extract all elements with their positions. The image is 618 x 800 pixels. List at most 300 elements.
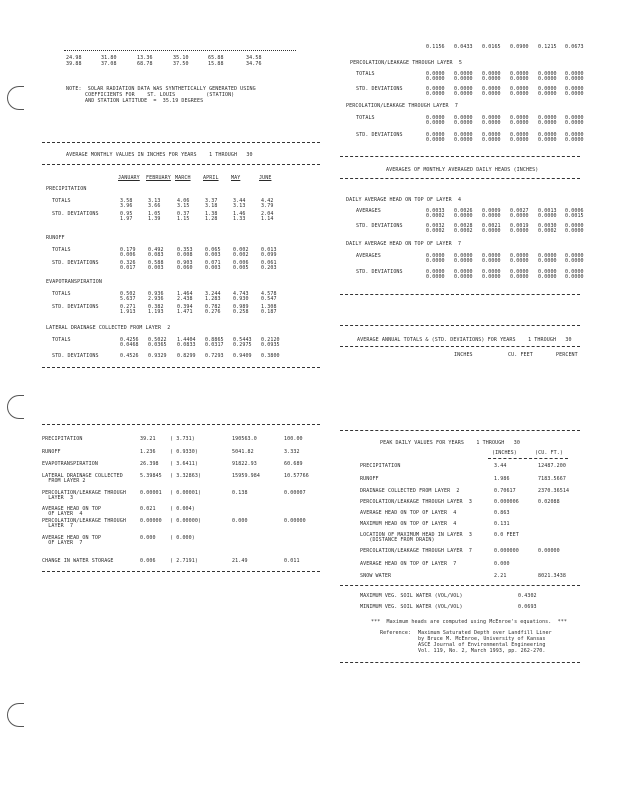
- reference-line-3: ASCE Journal of Environmental Engineering: [418, 642, 546, 648]
- value-cell: 0.0365: [148, 342, 167, 348]
- peak-cufeet: 2370.36514: [538, 488, 570, 494]
- std-label: STD. DEVIATIONS: [52, 353, 99, 359]
- peak-inches: 0.0 FEET: [494, 532, 519, 538]
- head-layer4-title: DAILY AVERAGE HEAD ON TOP OF LAYER 4: [346, 197, 462, 203]
- value-cell: 0.0000: [510, 253, 529, 259]
- annual-inches: 39.21: [140, 436, 156, 442]
- value-cell: 0.0000: [482, 120, 501, 126]
- value-cell: 0.0000: [538, 258, 557, 264]
- value-cell: 0.0000: [565, 120, 584, 126]
- value-cell: 0.0021: [482, 223, 501, 229]
- value-cell: 0.0019: [510, 223, 529, 229]
- section-divider-r3: [340, 325, 580, 326]
- annual-percent: 100.00: [284, 436, 303, 442]
- value-cell: 24.98: [66, 55, 82, 61]
- value-cell: 0.006: [233, 260, 249, 266]
- value-cell: 0.0027: [510, 208, 529, 214]
- value-cell: 0.0000: [454, 274, 473, 280]
- perc-layer7-std-label: STD. DEVIATIONS: [356, 132, 403, 138]
- peak-row-label: MAXIMUM HEAD ON TOP OF LAYER 4: [360, 521, 457, 527]
- value-cell: 0.0032: [426, 223, 445, 229]
- value-cell: 0.003: [205, 252, 221, 258]
- value-cell: 4.743: [233, 291, 249, 297]
- annual-percent: 10.57766: [284, 473, 309, 479]
- value-cell: 0.9409: [233, 353, 252, 359]
- annual-std: ( 3.32863): [170, 473, 202, 479]
- reference-line-4: Vol. 119, No. 2, March 1993, pp. 262-270.: [418, 648, 546, 654]
- value-cell: 0.0026: [454, 208, 473, 214]
- value-cell: 1.28: [205, 216, 218, 222]
- value-cell: 0.0833: [177, 342, 196, 348]
- section-divider-r2: [340, 294, 580, 295]
- annual-row-label: AVERAGE HEAD ON TOP OF LAYER 4: [42, 506, 102, 517]
- annual-std: ( 0.00000): [170, 518, 202, 524]
- peak-row-label: DRAINAGE COLLECTED FROM LAYER 2: [360, 488, 460, 494]
- value-cell: 0.0002: [426, 228, 445, 234]
- value-cell: 0.4526: [120, 353, 139, 359]
- value-cell: 1.15: [177, 216, 190, 222]
- value-cell: 0.0000: [426, 120, 445, 126]
- value-cell: 0.0000: [565, 132, 584, 138]
- std-label: STD. DEVIATIONS: [52, 211, 99, 217]
- annual-inches: 26.398: [140, 461, 159, 467]
- reference-line-2: by Bruce M. McEnroe, University of Kansas: [418, 636, 546, 642]
- value-cell: 3.44: [233, 198, 246, 204]
- value-cell: 0.0013: [538, 208, 557, 214]
- value-cell: 0.0000: [454, 258, 473, 264]
- value-cell: 0.005: [233, 265, 249, 271]
- value-cell: 0.065: [205, 247, 221, 253]
- value-cell: 0.0000: [482, 132, 501, 138]
- annual-cufeet: 5041.82: [232, 449, 254, 455]
- value-cell: 65.88: [208, 55, 224, 61]
- value-cell: 0.0000: [482, 91, 501, 97]
- value-cell: 1.97: [120, 216, 133, 222]
- value-cell: 0.4256: [120, 337, 139, 343]
- value-cell: 34.76: [246, 61, 262, 67]
- binder-hole-bottom: [7, 703, 24, 727]
- value-cell: 0.0000: [510, 71, 529, 77]
- annual-percent: 3.332: [284, 449, 300, 455]
- value-cell: 0.0000: [510, 132, 529, 138]
- value-cell: 3.96: [120, 203, 133, 209]
- value-cell: 0.0000: [538, 274, 557, 280]
- value-cell: 0.492: [148, 247, 164, 253]
- value-cell: 1.39: [148, 216, 161, 222]
- annual-inches: 0.006: [140, 558, 156, 564]
- value-cell: 0.071: [205, 260, 221, 266]
- value-cell: 0.0000: [565, 76, 584, 82]
- value-cell: 0.5022: [148, 337, 167, 343]
- value-cell: 3.15: [177, 203, 190, 209]
- value-cell: 0.0000: [538, 91, 557, 97]
- value-cell: 1.283: [205, 296, 221, 302]
- value-cell: 0.0900: [510, 44, 529, 50]
- value-cell: 0.0000: [538, 76, 557, 82]
- value-cell: 0.0000: [510, 228, 529, 234]
- value-cell: 0.0000: [510, 86, 529, 92]
- value-cell: 3.18: [205, 203, 218, 209]
- value-cell: 0.0000: [565, 115, 584, 121]
- value-cell: 0.0000: [454, 253, 473, 259]
- group-title: EVAPOTRANSPIRATION: [46, 279, 102, 285]
- value-cell: 31.80: [101, 55, 117, 61]
- perc-layer7-totals-label: TOTALS: [356, 115, 375, 121]
- value-cell: 0.502: [120, 291, 136, 297]
- value-cell: 0.3800: [261, 353, 280, 359]
- divider: [340, 346, 580, 347]
- value-cell: 0.0000: [510, 91, 529, 97]
- value-cell: 0.1215: [538, 44, 557, 50]
- value-cell: 0.0000: [482, 76, 501, 82]
- annual-cufeet: 21.49: [232, 558, 248, 564]
- reference-label: Reference:: [380, 630, 412, 636]
- value-cell: 3.244: [205, 291, 221, 297]
- value-cell: 0.0673: [565, 44, 584, 50]
- value-cell: 0.326: [120, 260, 136, 266]
- value-cell: 0.0000: [538, 269, 557, 275]
- month-header-cell: MAY: [231, 175, 241, 181]
- peak-inches: 0.863: [494, 510, 510, 516]
- value-cell: 0.0000: [510, 76, 529, 82]
- value-cell: 0.0000: [426, 137, 445, 143]
- value-cell: 2.936: [148, 296, 164, 302]
- value-cell: 0.271: [120, 304, 136, 310]
- value-cell: 0.0000: [538, 86, 557, 92]
- divider: [340, 430, 580, 431]
- monthly-header: AVERAGE MONTHLY VALUES IN INCHES FOR YEARS 1 THROUGH 30: [66, 152, 253, 158]
- value-cell: 0.0000: [454, 91, 473, 97]
- peak-row-label: LOCATION OF MAXIMUM HEAD IN LAYER 3 (DISTANCE FROM DRAIN): [360, 532, 472, 543]
- value-cell: 0.0033: [426, 208, 445, 214]
- value-cell: 0.0000: [454, 269, 473, 275]
- value-cell: 2.438: [177, 296, 193, 302]
- value-cell: 0.0000: [426, 253, 445, 259]
- value-cell: 3.13: [233, 203, 246, 209]
- annual-std: ( 0.00001): [170, 490, 202, 496]
- perc-layer7-title: PERCOLATION/LEAKAGE THROUGH LAYER 7: [346, 103, 458, 109]
- annual-percent: 0.011: [284, 558, 300, 564]
- value-cell: 0.0030: [538, 223, 557, 229]
- solar-note-line-1: NOTE: SOLAR RADIATION DATA WAS SYNTHETICALLY GENERATED USING: [66, 86, 256, 92]
- value-cell: 0.0000: [510, 274, 529, 280]
- peak-inches: 3.44: [494, 463, 507, 469]
- value-cell: 68.78: [137, 61, 153, 67]
- group-title: LATERAL DRAINAGE COLLECTED FROM LAYER 2: [46, 325, 171, 331]
- value-cell: 0.0015: [565, 213, 584, 219]
- value-cell: 0.0000: [538, 120, 557, 126]
- value-cell: 3.79: [261, 203, 274, 209]
- head-layer7-avg-label: AVERAGES: [356, 253, 381, 259]
- value-cell: 4.578: [261, 291, 277, 297]
- value-cell: 0.0000: [565, 269, 584, 275]
- head-layer7-title: DAILY AVERAGE HEAD ON TOP OF LAYER 7: [346, 241, 462, 247]
- annual-percent: 0.00007: [284, 490, 306, 496]
- peak-cufeet: 8021.3438: [538, 573, 566, 579]
- peak-inches: 0.70617: [494, 488, 516, 494]
- peak-row-label: PERCOLATION/LEAKAGE THROUGH LAYER 3: [360, 499, 472, 505]
- divider: [42, 164, 320, 165]
- value-cell: 0.0000: [426, 76, 445, 82]
- annual-inches: 0.00000: [140, 518, 162, 524]
- month-header-cell: MARCH: [175, 175, 191, 181]
- value-cell: 0.0000: [565, 274, 584, 280]
- min-veg-soil-water-label: MINIMUM VEG. SOIL WATER (VOL/VOL): [360, 604, 463, 610]
- value-cell: 15.88: [208, 61, 224, 67]
- annual-inches: 0.021: [140, 506, 156, 512]
- peak-col-cuft: (CU. FT.): [535, 450, 563, 456]
- value-cell: 1.14: [261, 216, 274, 222]
- value-cell: 0.061: [261, 260, 277, 266]
- value-cell: 0.936: [148, 291, 164, 297]
- value-cell: 0.0000: [565, 71, 584, 77]
- annual-row-label: EVAPOTRANSPIRATION: [42, 461, 98, 467]
- value-cell: 5.637: [120, 296, 136, 302]
- value-cell: 0.0000: [538, 137, 557, 143]
- value-cell: 0.0000: [482, 253, 501, 259]
- peak-row-label: AVERAGE HEAD ON TOP OF LAYER 4: [360, 510, 457, 516]
- value-cell: 0.2120: [261, 337, 280, 343]
- value-cell: 0.099: [261, 252, 277, 258]
- annual-cufeet: 0.000: [232, 518, 248, 524]
- value-cell: 0.394: [177, 304, 193, 310]
- value-cell: 0.0000: [426, 132, 445, 138]
- annual-cufeet: 190563.0: [232, 436, 257, 442]
- peak-inches: 0.000: [494, 561, 510, 567]
- value-cell: 0.0000: [510, 258, 529, 264]
- totals-label: TOTALS: [52, 198, 71, 204]
- value-cell: 0.0000: [565, 91, 584, 97]
- value-cell: 0.0000: [454, 71, 473, 77]
- value-cell: 39.88: [66, 61, 82, 67]
- value-cell: 0.0000: [426, 269, 445, 275]
- annual-col-inches: INCHES: [454, 352, 473, 358]
- value-cell: 1.4404: [177, 337, 196, 343]
- value-cell: 0.0935: [261, 342, 280, 348]
- value-cell: 1.46: [233, 211, 246, 217]
- annual-row-label: PRECIPITATION: [42, 436, 83, 442]
- value-cell: 0.003: [205, 265, 221, 271]
- annual-cufeet: 0.138: [232, 490, 248, 496]
- value-cell: 0.0000: [538, 253, 557, 259]
- value-cell: 0.0000: [482, 274, 501, 280]
- head-layer7-std-label: STD. DEVIATIONS: [356, 269, 403, 275]
- value-cell: 0.179: [120, 247, 136, 253]
- value-cell: 0.0000: [482, 71, 501, 77]
- value-cell: 0.0000: [510, 269, 529, 275]
- value-cell: 0.0000: [482, 269, 501, 275]
- value-cell: 0.1156: [426, 44, 445, 50]
- value-cell: 0.017: [120, 265, 136, 271]
- max-veg-soil-water-label: MAXIMUM VEG. SOIL WATER (VOL/VOL): [360, 593, 463, 599]
- annual-std: ( 0.004): [170, 506, 195, 512]
- value-cell: 0.8299: [177, 353, 196, 359]
- value-cell: 0.0000: [565, 258, 584, 264]
- totals-label: TOTALS: [52, 337, 71, 343]
- perc-layer5-title: PERCOLATION/LEAKAGE THROUGH LAYER 5: [350, 60, 462, 66]
- max-veg-soil-water-value: 0.4302: [518, 593, 537, 599]
- value-cell: 0.203: [261, 265, 277, 271]
- value-cell: 0.0000: [482, 137, 501, 143]
- peak-inches: 2.21: [494, 573, 507, 579]
- value-cell: 0.258: [233, 309, 249, 315]
- annual-percent: 60.689: [284, 461, 303, 467]
- value-cell: 2.04: [261, 211, 274, 217]
- peak-inches: 1.986: [494, 476, 510, 482]
- annual-percent: 0.00000: [284, 518, 306, 524]
- value-cell: 0.2975: [233, 342, 252, 348]
- peak-row-label: AVERAGE HEAD ON TOP OF LAYER 7: [360, 561, 457, 567]
- value-cell: 1.464: [177, 291, 193, 297]
- value-cell: 0.0000: [565, 137, 584, 143]
- min-veg-soil-water-value: 0.0693: [518, 604, 537, 610]
- value-cell: 0.0028: [454, 223, 473, 229]
- head-layer4-avg-label: AVERAGES: [356, 208, 381, 214]
- value-cell: 0.0000: [454, 76, 473, 82]
- peak-inches: 0.000000: [494, 548, 519, 554]
- value-cell: 0.060: [177, 265, 193, 271]
- value-cell: 0.930: [233, 296, 249, 302]
- value-cell: 0.0000: [454, 213, 473, 219]
- annual-row-label: RUNOFF: [42, 449, 61, 455]
- daily-heads-header: AVERAGES OF MONTHLY AVERAGED DAILY HEADS (INCHES): [386, 167, 539, 173]
- annual-cufeet: 15959.984: [232, 473, 260, 479]
- value-cell: 0.0000: [538, 71, 557, 77]
- binder-hole-middle: [7, 395, 24, 419]
- value-cell: 1.05: [148, 211, 161, 217]
- peak-cufeet: 0.02088: [538, 499, 560, 505]
- value-cell: 0.382: [148, 304, 164, 310]
- value-cell: 0.0000: [454, 132, 473, 138]
- annual-std: ( 3.6411): [170, 461, 198, 467]
- value-cell: 0.0002: [538, 228, 557, 234]
- value-cell: 1.471: [177, 309, 193, 315]
- value-cell: 0.0000: [482, 213, 501, 219]
- value-cell: 0.0000: [454, 115, 473, 121]
- group-title: RUNOFF: [46, 235, 65, 241]
- value-cell: 0.8865: [205, 337, 224, 343]
- value-cell: 34.58: [246, 55, 262, 61]
- solar-note-line-2: COEFFICIENTS FOR ST. LOUIS (STATION): [85, 92, 235, 98]
- value-cell: 0.5443: [233, 337, 252, 343]
- value-cell: 3.37: [205, 198, 218, 204]
- value-cell: 1.308: [261, 304, 277, 310]
- peak-row-label: PERCOLATION/LEAKAGE THROUGH LAYER 7: [360, 548, 472, 554]
- totals-label: TOTALS: [52, 291, 71, 297]
- month-header-cell: FEBRUARY: [146, 175, 171, 181]
- value-cell: 0.0000: [426, 91, 445, 97]
- value-cell: 0.0000: [538, 115, 557, 121]
- value-cell: 0.0165: [482, 44, 501, 50]
- annual-std: ( 0.9330): [170, 449, 198, 455]
- value-cell: 0.003: [148, 265, 164, 271]
- value-cell: 0.0000: [454, 137, 473, 143]
- annual-row-label: CHANGE IN WATER STORAGE: [42, 558, 114, 564]
- value-cell: 37.08: [101, 61, 117, 67]
- value-cell: 4.06: [177, 198, 190, 204]
- month-header-cell: APRIL: [203, 175, 219, 181]
- peak-col-inches: (INCHES): [492, 450, 517, 456]
- value-cell: 0.782: [205, 304, 221, 310]
- value-cell: 3.58: [120, 198, 133, 204]
- peak-row-label: RUNOFF: [360, 476, 379, 482]
- value-cell: 0.0000: [482, 258, 501, 264]
- head-layer4-std-label: STD. DEVIATIONS: [356, 223, 403, 229]
- value-cell: 0.008: [177, 252, 193, 258]
- value-cell: 0.0002: [454, 228, 473, 234]
- reference-line-1: Maximum Saturated Depth over Landfill Liner: [418, 630, 552, 636]
- value-cell: 0.37: [177, 211, 190, 217]
- divider: [340, 662, 580, 663]
- mcenroe-footnote: *** Maximum heads are computed using McEnroe's equations. ***: [371, 619, 567, 625]
- value-cell: 0.0000: [565, 223, 584, 229]
- value-cell: 0.0000: [482, 86, 501, 92]
- value-cell: 0.0000: [510, 137, 529, 143]
- value-cell: 0.0000: [565, 86, 584, 92]
- value-cell: 0.547: [261, 296, 277, 302]
- value-cell: 0.0000: [426, 71, 445, 77]
- annual-std: ( 3.731): [170, 436, 195, 442]
- peak-cufeet: 12487.200: [538, 463, 566, 469]
- std-label: STD. DEVIATIONS: [52, 260, 99, 266]
- peak-cufeet: 0.00000: [538, 548, 560, 554]
- value-cell: 0.0433: [454, 44, 473, 50]
- month-header-cell: JUNE: [259, 175, 272, 181]
- peak-inches: 0.131: [494, 521, 510, 527]
- value-cell: 0.9329: [148, 353, 167, 359]
- solar-note-line-3: AND STATION LATITUDE = 35.19 DEGREES: [85, 98, 204, 104]
- value-cell: 0.0000: [454, 120, 473, 126]
- value-cell: 0.0000: [538, 132, 557, 138]
- section-divider-1: [42, 142, 320, 143]
- annual-col-percent: PERCENT: [556, 352, 578, 358]
- value-cell: 0.0000: [565, 253, 584, 259]
- annual-header-title: AVERAGE ANNUAL TOTALS & (STD. DEVIATIONS) FOR YEARS 1 THROUGH 30: [357, 337, 572, 343]
- value-cell: 1.193: [148, 309, 164, 315]
- value-cell: 0.903: [177, 260, 193, 266]
- peak-inches: 0.000006: [494, 499, 519, 505]
- value-cell: 3.13: [148, 198, 161, 204]
- annual-row-label: PERCOLATION/LEAKAGE THROUGH LAYER 3: [42, 490, 126, 501]
- perc-layer5-std-label: STD. DEVIATIONS: [356, 86, 403, 92]
- annual-inches: 0.00001: [140, 490, 162, 496]
- value-cell: 0.006: [120, 252, 136, 258]
- value-cell: 0.0009: [482, 208, 501, 214]
- annual-cufeet: 91822.93: [232, 461, 257, 467]
- value-cell: 0.0000: [426, 115, 445, 121]
- totals-label: TOTALS: [52, 247, 71, 253]
- value-cell: 37.50: [173, 61, 189, 67]
- annual-row-label: LATERAL DRAINAGE COLLECTED FROM LAYER 2: [42, 473, 123, 484]
- value-cell: 0.0000: [510, 213, 529, 219]
- divider: [42, 571, 320, 572]
- value-cell: 0.0002: [426, 213, 445, 219]
- value-cell: 0.0000: [538, 213, 557, 219]
- value-cell: 0.0000: [510, 120, 529, 126]
- value-cell: 0.002: [233, 252, 249, 258]
- value-cell: 0.0000: [454, 86, 473, 92]
- value-cell: 0.0000: [426, 274, 445, 280]
- value-cell: 0.588: [148, 260, 164, 266]
- value-cell: 13.36: [137, 55, 153, 61]
- value-cell: 0.0000: [482, 228, 501, 234]
- value-cell: 0.0317: [205, 342, 224, 348]
- annual-inches: 1.236: [140, 449, 156, 455]
- peak-row-label: SNOW WATER: [360, 573, 392, 579]
- annual-std: ( 0.000): [170, 535, 195, 541]
- value-cell: 0.353: [177, 247, 193, 253]
- divider: [42, 424, 320, 425]
